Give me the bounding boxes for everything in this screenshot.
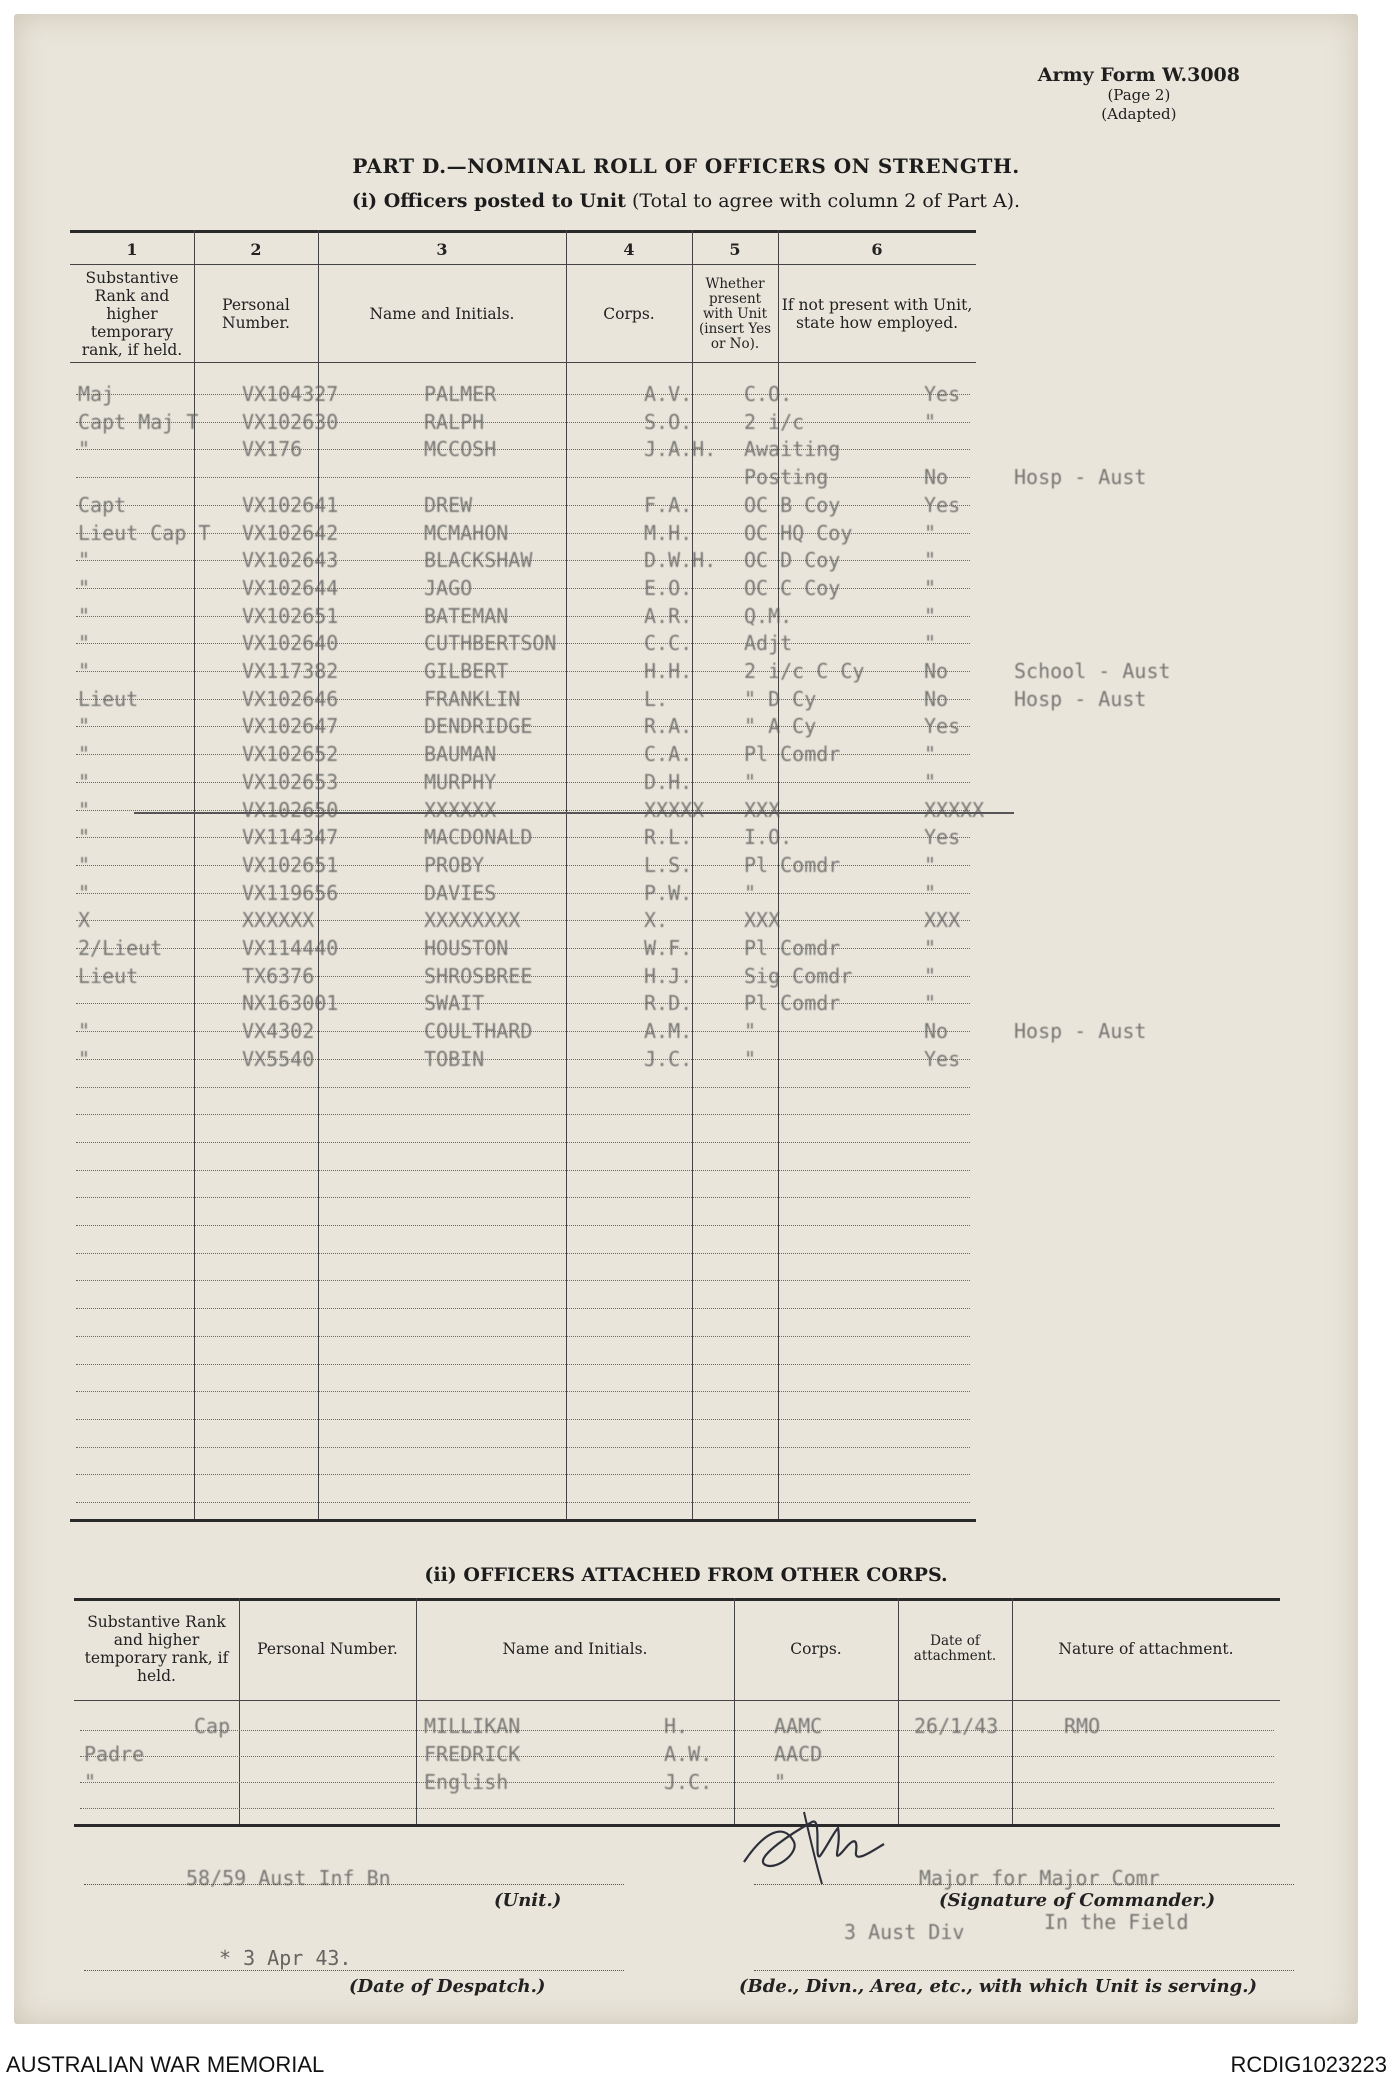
form-title: Army Form W.3008 [1037,64,1240,86]
column-header: Whether present with Unit (insert Yes or No). [698,275,772,352]
ruled-line [80,1808,1274,1809]
corps-cell: AAMC [774,1714,823,1738]
column-divider [239,1598,240,1824]
number-cell: VX102643 [242,548,339,572]
initials-cell: XXXXX [644,798,705,822]
rank-cell: " [78,881,91,905]
signature-value: Major for Major Comr [919,1866,1160,1890]
name-cell: MILLIKAN [424,1714,521,1738]
initials-cell: A.R. [644,604,693,628]
corps-cell: AACD [774,1742,823,1766]
unit-label: (Unit.) [494,1890,562,1911]
ruled-line [76,1391,970,1392]
form-identifier [1038,64,1240,124]
name-cell: HOUSTON [424,936,509,960]
number-cell: VX102630 [242,410,339,434]
name-cell: MCMAHON [424,521,509,545]
corps-cell: " [744,881,757,905]
column-divider [898,1598,899,1824]
ruled-line [76,1308,970,1309]
initials-cell: F.A. [644,493,693,517]
number-cell: VX5540 [242,1047,315,1071]
present-cell: Yes [924,382,961,406]
initials-cell: H. [664,1714,689,1738]
unit-line [84,1884,624,1885]
column-number: 3 [436,240,448,259]
corps-cell: Pl Comdr [744,991,841,1015]
rank-cell: Capt Maj T [78,410,199,434]
employed-cell: Hosp - Aust [1014,465,1147,489]
rank-cell: " [78,825,91,849]
number-row-rule [70,264,976,265]
ruled-line [76,477,970,478]
number-cell: VX114440 [242,936,339,960]
column-divider [1012,1598,1013,1824]
present-cell: " [924,770,937,794]
present-cell: " [924,576,937,600]
rank-cell: " [78,631,91,655]
ruled-line [76,1447,970,1448]
number-cell: NX163001 [242,991,339,1015]
name-cell: CUTHBERTSON [424,631,557,655]
present-cell: Yes [924,825,961,849]
initials-cell: R.D. [644,991,693,1015]
ruled-line [76,1059,970,1060]
number-cell: VX102650 [242,798,339,822]
name-cell: MACDONALD [424,825,533,849]
date-value: * 3 Apr 43. [219,1946,352,1970]
date-line [84,1970,624,1971]
column-header: Corps. [790,1640,842,1658]
present-cell: " [924,631,937,655]
column-number: 1 [126,240,138,259]
ruled-line [76,920,970,921]
present-cell: " [924,521,937,545]
corps-cell: XXX [744,798,781,822]
formation-line [754,1970,1294,1971]
name-cell: SHROSBREE [424,964,533,988]
header-bottom-rule [74,1700,1280,1701]
column-header: Substantive Rank and higher temporary rank, if held. [81,269,183,359]
present-cell: Yes [924,714,961,738]
column-number: 5 [729,240,741,259]
ruled-line [76,422,970,423]
corps-cell: 2 i/c [744,410,805,434]
number-cell: TX6376 [242,964,315,988]
number-cell: VX176 [242,437,303,461]
column-divider [416,1598,417,1824]
present-cell: " [924,604,937,628]
corps-cell: OC C Coy [744,576,841,600]
part-d-subtitle-rest: (Total to agree with column 2 of Part A). [625,190,1021,212]
corps-cell: OC HQ Coy [744,521,853,545]
column-header: Nature of attachment. [1058,1640,1234,1658]
corps-cell: I.O. [744,825,793,849]
initials-cell: A.W. [664,1742,713,1766]
number-cell: VX102640 [242,631,339,655]
present-cell: No [924,1019,949,1043]
ruled-line [76,1419,970,1420]
present-cell: " [924,548,937,572]
present-cell: Yes [924,493,961,517]
rank-cell: " [78,576,91,600]
initials-cell: L.S. [644,853,693,877]
rank-cell: " [78,659,91,683]
name-cell: PROBY [424,853,485,877]
number-cell: XXXXXX [242,908,315,932]
column-header: Name and Initials. [502,1640,648,1658]
initials-cell: R.L. [644,825,693,849]
name-cell: BATEMAN [424,604,509,628]
initials-cell: S.O. [644,410,693,434]
number-cell: VX102651 [242,853,339,877]
name-cell: PALMER [424,382,497,406]
name-cell: DREW [424,493,473,517]
corps-cell: " [744,770,757,794]
present-cell: No [924,687,949,711]
ruled-line [76,1364,970,1365]
rank-cell: Padre [84,1742,145,1766]
rank-cell: " [78,437,91,461]
rank-cell: " [78,1047,91,1071]
initials-cell: H.J. [644,964,693,988]
ruled-line [76,1474,970,1475]
name-cell: GILBERT [424,659,509,683]
ruled-line [76,893,970,894]
employed-cell: School - Aust [1014,659,1171,683]
present-cell: " [924,991,937,1015]
ruled-line [76,699,970,700]
ruled-line [76,1142,970,1143]
table-bottom-rule [74,1824,1280,1827]
initials-cell: J.A.H. [644,437,717,461]
column-number: 4 [623,240,635,259]
column-divider [734,1598,735,1824]
ruled-line [76,1197,970,1198]
corps-cell: XXX [744,908,781,932]
number-cell: VX102646 [242,687,339,711]
name-cell: BLACKSHAW [424,548,533,572]
corps-cell: " [774,1770,787,1794]
ruled-line [76,394,970,395]
initials-cell: H.H. [644,659,693,683]
number-cell: VX102651 [242,604,339,628]
initials-cell: A.V. [644,382,693,406]
corps-cell: OC D Coy [744,548,841,572]
corps-cell: Awaiting [744,437,841,461]
commander-signature [734,1792,894,1892]
employed-cell: Hosp - Aust [1014,687,1147,711]
rank-cell: " [78,604,91,628]
initials-cell: E.O. [644,576,693,600]
column-divider [566,230,567,1519]
corps-cell: OC B Coy [744,493,841,517]
number-cell: VX102653 [242,770,339,794]
date-cell: 26/1/43 [914,1714,999,1738]
table-top-rule [70,230,976,233]
part-d-subtitle [14,190,1358,212]
present-cell: XXXXX [924,798,985,822]
initials-cell: J.C. [644,1047,693,1071]
corps-cell: " A Cy [744,714,817,738]
initials-cell: M.H. [644,521,693,545]
number-cell: VX102652 [242,742,339,766]
formation-value: 3 Aust Div [844,1920,965,1944]
caption-left: AUSTRALIAN WAR MEMORIAL [6,2052,325,2077]
rank-cell: Lieut [78,687,139,711]
initials-cell: C.A. [644,742,693,766]
name-cell: JAGO [424,576,473,600]
form-paper [14,14,1358,2024]
ruled-line [76,1087,970,1088]
present-cell: XXX [924,908,961,932]
ruled-line [76,1336,970,1337]
rank-cell: " [78,1019,91,1043]
ruled-line [76,810,970,811]
corps-cell: 2 i/c C Cy [744,659,865,683]
name-cell: MCCOSH [424,437,497,461]
initials-cell: W.F. [644,936,693,960]
nature-cell: RMO [1064,1714,1101,1738]
column-header: Name and Initials. [369,305,515,323]
column-header: Personal Number. [257,1640,398,1658]
table-top-rule [74,1598,1280,1601]
column-number: 2 [250,240,262,259]
initials-cell: J.C. [664,1770,713,1794]
part-ii-title: (ii) OFFICERS ATTACHED FROM OTHER CORPS. [424,1564,948,1586]
formation-label: (Bde., Divn., Area, etc., with which Unit is serving.) [739,1976,1257,1997]
rank-cell: Capt [78,493,127,517]
caption-right: RCDIG1023223 [1230,2052,1387,2077]
corps-cell: Pl Comdr [744,936,841,960]
rank-cell: " [78,742,91,766]
number-cell: VX114347 [242,825,339,849]
corps-cell: Sig Comdr [744,964,853,988]
ruled-line [76,1280,970,1281]
number-cell: VX119656 [242,881,339,905]
number-cell: VX102647 [242,714,339,738]
rank-cell: " [78,853,91,877]
rank-cell: " [78,798,91,822]
signature-label: (Signature of Commander.) [939,1890,1216,1911]
column-header: Substantive Rank and higher temporary rank, if held. [84,1613,229,1685]
name-cell: FRANKLIN [424,687,521,711]
corps-cell: Adjt [744,631,793,655]
rank-cell: X [78,908,91,932]
table-bottom-rule [70,1519,976,1522]
present-cell: " [924,853,937,877]
column-header: If not present with Unit, state how employed. [781,296,973,332]
present-cell: " [924,410,937,434]
ruled-line [76,1225,970,1226]
corps-cell: Pl Comdr [744,742,841,766]
signature-line [754,1884,1294,1885]
name-cell: COULTHARD [424,1019,533,1043]
rank-cell: 2/Lieut [78,936,163,960]
form-adapted: (Adapted) [1101,105,1177,123]
rank-cell: Lieut Cap T [78,521,211,545]
column-header: Personal Number. [222,296,290,332]
present-cell: " [924,964,937,988]
corps-cell: " D Cy [744,687,817,711]
name-cell: DENDRIDGE [424,714,533,738]
ruled-line [76,782,970,783]
rank-cell: " [78,548,91,572]
part-d-title: PART D.—NOMINAL ROLL OF OFFICERS ON STRENGTH. [352,154,1020,178]
number-cell: VX117382 [242,659,339,683]
name-cell: XXXXXXXX [424,908,521,932]
rank-cell: Maj [78,382,115,406]
rank-cell: Cap [194,1714,231,1738]
name-cell: SWAIT [424,991,485,1015]
ruled-line [76,1114,970,1115]
rank-cell: " [78,714,91,738]
header-bottom-rule [70,362,976,363]
name-cell: XXXXXX [424,798,497,822]
initials-cell: D.H. [644,770,693,794]
present-cell: No [924,659,949,683]
initials-cell: P.W. [644,881,693,905]
rank-cell: " [78,770,91,794]
name-cell: FREDRICK [424,1742,521,1766]
number-cell: VX4302 [242,1019,315,1043]
unit-value: 58/59 Aust Inf Bn [186,1866,391,1890]
initials-cell: A.M. [644,1019,693,1043]
corps-cell: Posting [744,465,829,489]
location-value: In the Field [1044,1910,1189,1934]
rank-cell: Lieut [78,964,139,988]
name-cell: TOBIN [424,1047,485,1071]
ruled-line [76,616,970,617]
number-cell: VX104327 [242,382,339,406]
column-header: Corps. [603,305,655,323]
rank-cell: " [84,1770,97,1794]
name-cell: BAUMAN [424,742,497,766]
initials-cell: D.W.H. [644,548,717,572]
initials-cell: X. [644,908,669,932]
ruled-line [76,1253,970,1254]
ruled-line [76,1170,970,1171]
name-cell: English [424,1770,509,1794]
corps-cell: " [744,1019,757,1043]
employed-cell: Hosp - Aust [1014,1019,1147,1043]
corps-cell: Pl Comdr [744,853,841,877]
date-label: (Date of Despatch.) [349,1976,546,1997]
number-cell: VX102642 [242,521,339,545]
column-header: Date of attachment. [913,1633,997,1664]
present-cell: Yes [924,1047,961,1071]
initials-cell: L. [644,687,669,711]
number-cell: VX102641 [242,493,339,517]
ruled-line [76,1502,970,1503]
part-d-subtitle-bold: (i) Officers posted to Unit [351,190,626,212]
corps-cell: C.O. [744,382,793,406]
corps-cell: " [744,1047,757,1071]
corps-cell: Q.M. [744,604,793,628]
present-cell: No [924,465,949,489]
number-cell: VX102644 [242,576,339,600]
name-cell: RALPH [424,410,485,434]
initials-cell: C.C. [644,631,693,655]
name-cell: MURPHY [424,770,497,794]
present-cell: " [924,881,937,905]
column-number: 6 [871,240,883,259]
present-cell: " [924,742,937,766]
name-cell: DAVIES [424,881,497,905]
form-page: (Page 2) [1107,86,1171,104]
initials-cell: R.A. [644,714,693,738]
present-cell: " [924,936,937,960]
strike-line [134,812,1014,814]
